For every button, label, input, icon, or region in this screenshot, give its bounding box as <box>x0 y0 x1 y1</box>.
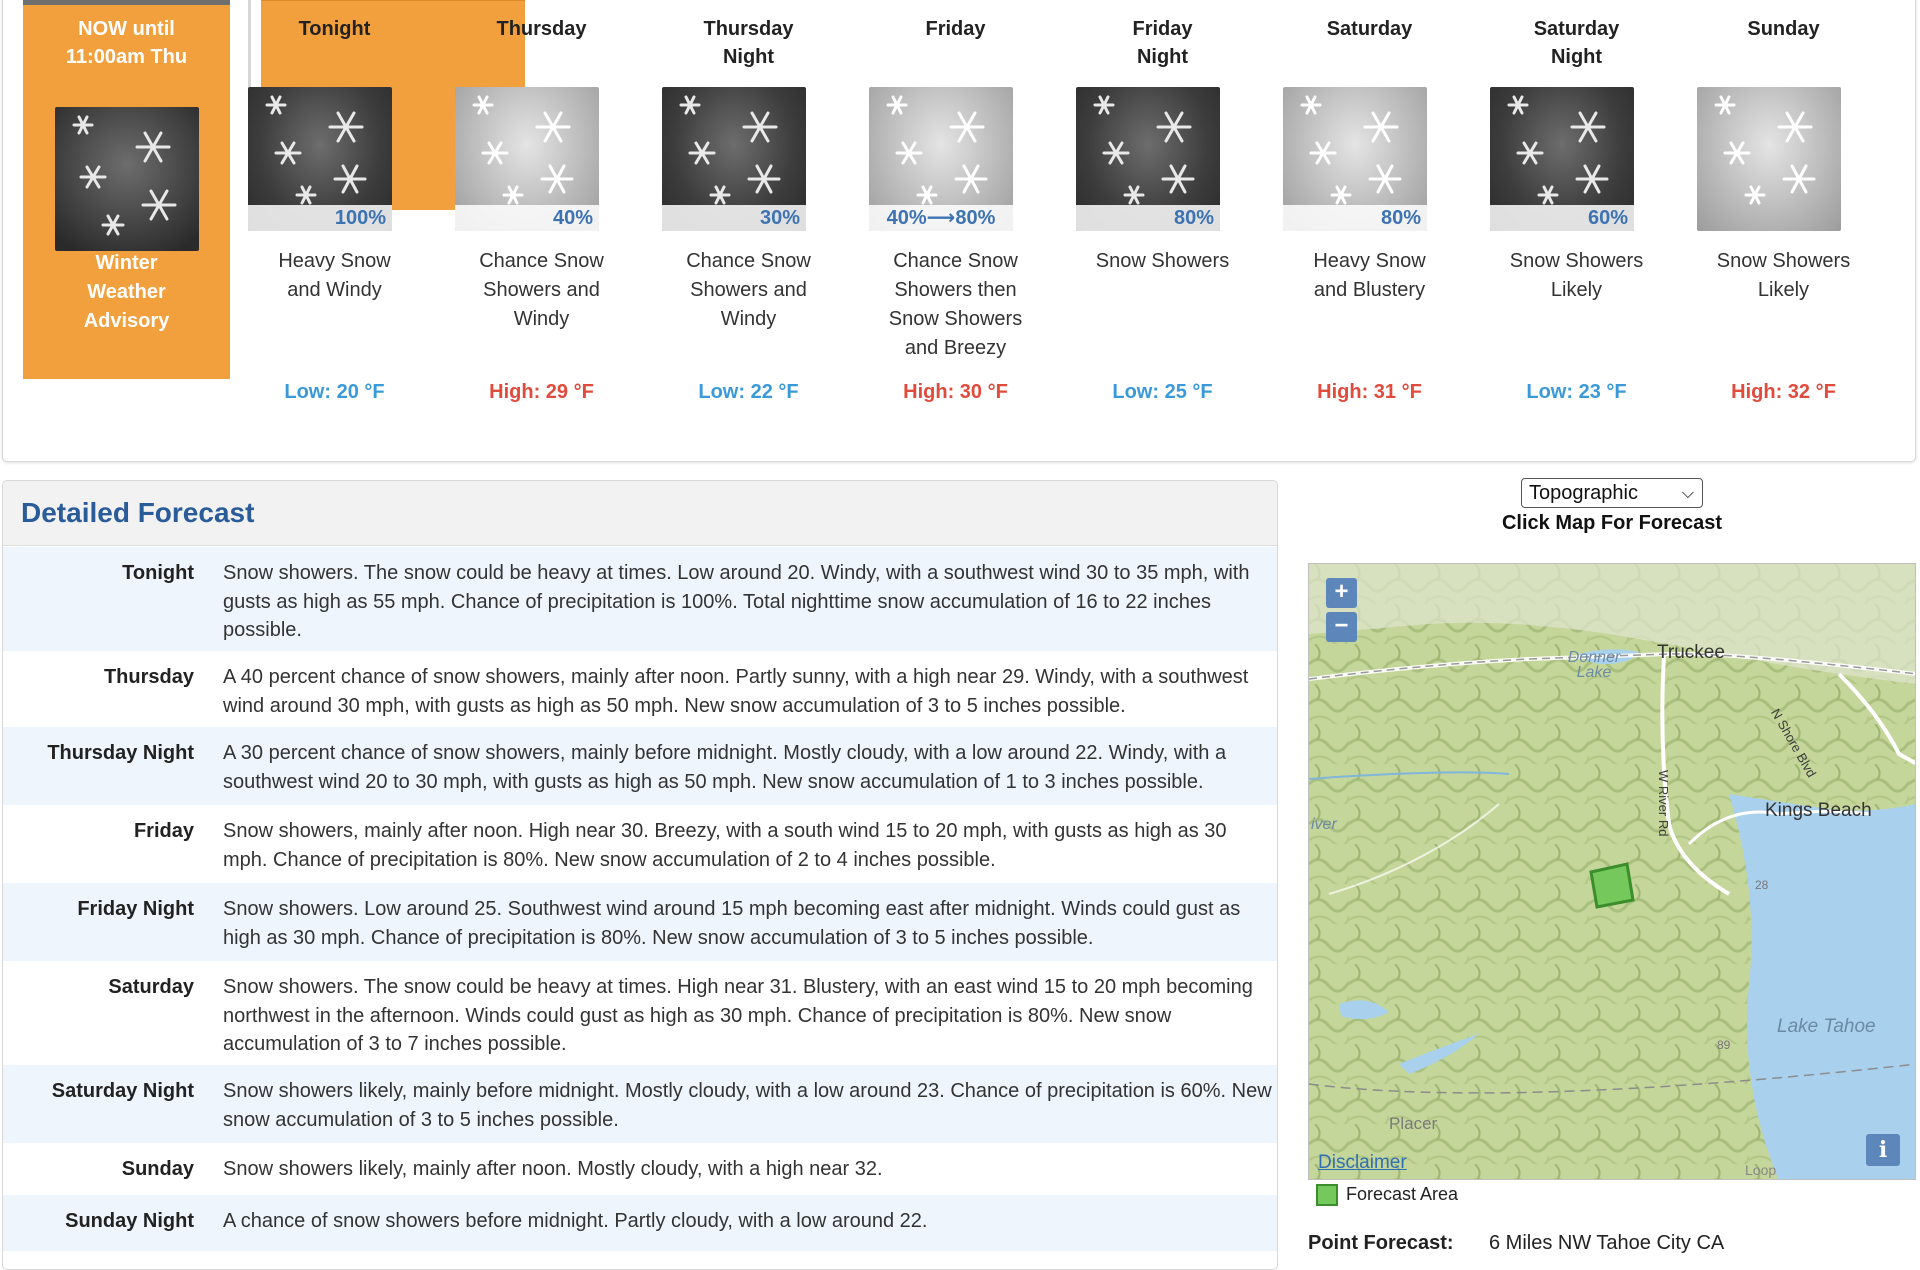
map-label-lake-tahoe: Lake Tahoe <box>1777 1016 1876 1037</box>
temperature: High: 32 °F <box>1731 381 1836 403</box>
detailed-forecast-header <box>3 481 1277 546</box>
period-name: Thursday Night <box>703 18 794 68</box>
info-icon[interactable] <box>199 0 225 5</box>
map-type-select[interactable] <box>1521 478 1703 508</box>
temperature: High: 30 °F <box>903 381 1008 403</box>
row-period-label: Saturday <box>108 976 194 998</box>
precip-chance: 80% <box>1173 207 1214 229</box>
hazard-period: NOW until 11:00am Thu <box>65 18 188 68</box>
map-label-river: iver <box>1311 816 1337 833</box>
snow-icon[interactable] <box>1697 87 1841 231</box>
point-forecast-label: Point Forecast: <box>1308 1232 1454 1254</box>
seven-day-forecast <box>2 0 1916 462</box>
snow-icon[interactable] <box>1076 87 1220 231</box>
snowflake-icon <box>1697 87 1841 231</box>
row-forecast-text: Snow showers likely, mainly after noon. Mostly cloudy, with a high near 32. <box>223 1158 883 1180</box>
zoom-in-button[interactable]: + <box>1326 578 1357 608</box>
forecast-area-marker[interactable] <box>1591 864 1633 907</box>
detailed-forecast-row <box>3 547 1278 651</box>
map-label-loop: Loop <box>1745 1162 1777 1178</box>
pop-band <box>1283 205 1427 231</box>
disclaimer-link[interactable]: Disclaimer <box>1318 1152 1407 1173</box>
temperature: Low: 20 °F <box>284 381 385 403</box>
detailed-forecast-row <box>3 961 1278 1065</box>
row-period-label: Thursday Night <box>47 742 194 764</box>
pop-band <box>1076 205 1220 231</box>
row-forecast-text: A chance of snow showers before midnight. Partly cloudy, with a low around 22. <box>223 1210 928 1232</box>
chevron-down-icon: ⌵ <box>1681 485 1694 502</box>
short-description: Chance Snow Showers then Snow Showers and Breezy <box>888 250 1023 359</box>
snow-icon[interactable] <box>1490 87 1634 231</box>
forecast-map[interactable] <box>1308 563 1916 1180</box>
detailed-forecast-row <box>3 1195 1278 1251</box>
temperature: Low: 25 °F <box>1112 381 1213 403</box>
map-label-n-shore-blvd: N Shore Blvd <box>1768 706 1820 780</box>
detailed-forecast-row <box>3 1065 1278 1143</box>
precip-chance: 30% <box>759 207 800 229</box>
row-period-label: Thursday <box>103 666 194 688</box>
detailed-forecast-row <box>3 805 1278 883</box>
pop-band <box>1490 205 1634 231</box>
hazard-snow-icon <box>55 107 199 251</box>
precip-chance: 100% <box>334 207 386 229</box>
short-description: Heavy Snow and Windy <box>278 250 391 301</box>
row-forecast-text: A 40 percent chance of snow showers, mainly after noon. Partly sunny, with a high near 29. Windy, with a southwest wind around 30 mph, with gusts as high as 50 mph. New snow accumulation of 3 to 5 inches possible. <box>223 666 1249 717</box>
row-forecast-text: Snow showers likely, mainly before midnight. Mostly cloudy, with a low around 23. Chance of precipitation is 60%. New snow accumulation of 3 to 5 inches possible. <box>223 1080 1272 1131</box>
snow-icon[interactable] <box>662 87 806 231</box>
legend-label: Forecast Area <box>1346 1184 1459 1204</box>
row-forecast-text: Snow showers, mainly after noon. High near 30. Breezy, with a south wind 15 to 20 mph, with gusts as high as 30 mph. Chance of precipitation is 80%. New snow accumulation of 2 to 4 inches possible. <box>223 820 1227 871</box>
temperature: High: 29 °F <box>489 381 594 403</box>
row-period-label: Friday Night <box>77 898 194 920</box>
snow-icon[interactable] <box>248 87 392 231</box>
temperature: High: 31 °F <box>1317 381 1422 403</box>
row-forecast-text: Snow showers. The snow could be heavy at times. Low around 20. Windy, with a southwest wind 30 to 35 mph, with gusts as high as 55 mph. Chance of precipitation is 100%. Total nighttime snow accumulation of 16 to 22 inches possible. <box>223 562 1250 641</box>
forecast-area-swatch <box>1316 1184 1338 1206</box>
detailed-forecast-title: Detailed Forecast <box>21 497 255 528</box>
detailed-forecast-row <box>3 651 1278 727</box>
short-description: Heavy Snow and Blustery <box>1313 250 1426 301</box>
detailed-forecast-row <box>3 1143 1278 1195</box>
detailed-forecast-row <box>3 727 1278 805</box>
detailed-forecast-panel <box>2 480 1278 1270</box>
row-period-label: Sunday Night <box>65 1210 194 1232</box>
map-label-truckee: Truckee <box>1657 642 1725 663</box>
point-forecast-value: 6 Miles NW Tahoe City CA <box>1489 1232 1725 1254</box>
short-description: Snow Showers Likely <box>1716 250 1851 301</box>
advisory-banner-label <box>261 0 525 1</box>
precip-chance: 40%⟶80% <box>886 207 996 229</box>
row-forecast-text: Snow showers. Low around 25. Southwest wind around 15 mph becoming east after midnight. Winds could gust as high as 30 mph. Chance of precipitation is 80%. New snow accumulation of 3 to 5 inches possible. <box>223 898 1241 949</box>
map-label-kings-beach: Kings Beach <box>1765 800 1872 821</box>
period-name: Friday Night <box>1132 18 1193 68</box>
short-description: Chance Snow Showers and Windy <box>479 250 604 330</box>
short-description: Chance Snow Showers and Windy <box>686 250 811 330</box>
snow-icon[interactable] <box>869 87 1013 231</box>
map-label-route-89: 89 <box>1717 1038 1731 1052</box>
map-label-donner-lake: Donner Lake <box>1567 649 1621 681</box>
temperature: Low: 23 °F <box>1526 381 1627 403</box>
row-period-label: Sunday <box>121 1158 194 1180</box>
period-name: Tonight <box>298 18 371 40</box>
map-legend <box>1316 1184 1458 1210</box>
pop-band <box>248 205 392 231</box>
click-map-label: Click Map For Forecast <box>1501 512 1723 534</box>
period-name: Thursday <box>496 18 587 40</box>
pop-band <box>869 205 1013 231</box>
map-info-button[interactable]: i <box>1866 1134 1900 1166</box>
detailed-forecast-row <box>3 883 1278 961</box>
pop-band <box>662 205 806 231</box>
period-name: Saturday Night <box>1533 18 1620 68</box>
map-type-value: Topographic <box>1529 482 1638 504</box>
short-description: Snow Showers Likely <box>1509 250 1644 301</box>
precip-chance: 80% <box>1380 207 1421 229</box>
period-name: Sunday <box>1747 18 1820 40</box>
map-label-placer: Placer <box>1389 1114 1438 1133</box>
zoom-out-button[interactable]: − <box>1326 612 1357 642</box>
point-forecast <box>1308 1232 1920 1255</box>
precip-chance: 60% <box>1587 207 1628 229</box>
snow-icon[interactable] <box>1283 87 1427 231</box>
row-forecast-text: Snow showers. The snow could be heavy at times. High near 31. Blustery, with an east wind 15 to 20 mph becoming northwest in the afternoon. Winds could gust as high as 30 mph. Chance of precipitation is 80%. New snow accumulation of 3 to 7 inches possible. <box>223 976 1253 1055</box>
hazard-label[interactable]: Winter Weather Advisory <box>83 252 170 332</box>
precip-chance: 40% <box>552 207 593 229</box>
snow-icon[interactable] <box>455 87 599 231</box>
temperature: Low: 22 °F <box>698 381 799 403</box>
row-forecast-text: A 30 percent chance of snow showers, mainly before midnight. Mostly cloudy, with a low around 22. Windy, with a southwest wind 20 to 30 mph, with gusts as high as 50 mph. New snow accumulation of 1 to 3 inches possible. <box>223 742 1227 793</box>
map-label-w-river-rd: W River Rd <box>1656 770 1671 837</box>
map-label-route-28: 28 <box>1755 878 1769 892</box>
pop-band <box>455 205 599 231</box>
row-period-label: Friday <box>133 820 194 842</box>
row-period-label: Saturday Night <box>51 1080 194 1102</box>
hazard-panel[interactable] <box>23 0 230 379</box>
period-name: Friday <box>925 18 986 40</box>
row-period-label: Tonight <box>122 562 194 584</box>
period-name: Saturday <box>1326 18 1413 40</box>
short-description: Snow Showers <box>1095 250 1230 272</box>
